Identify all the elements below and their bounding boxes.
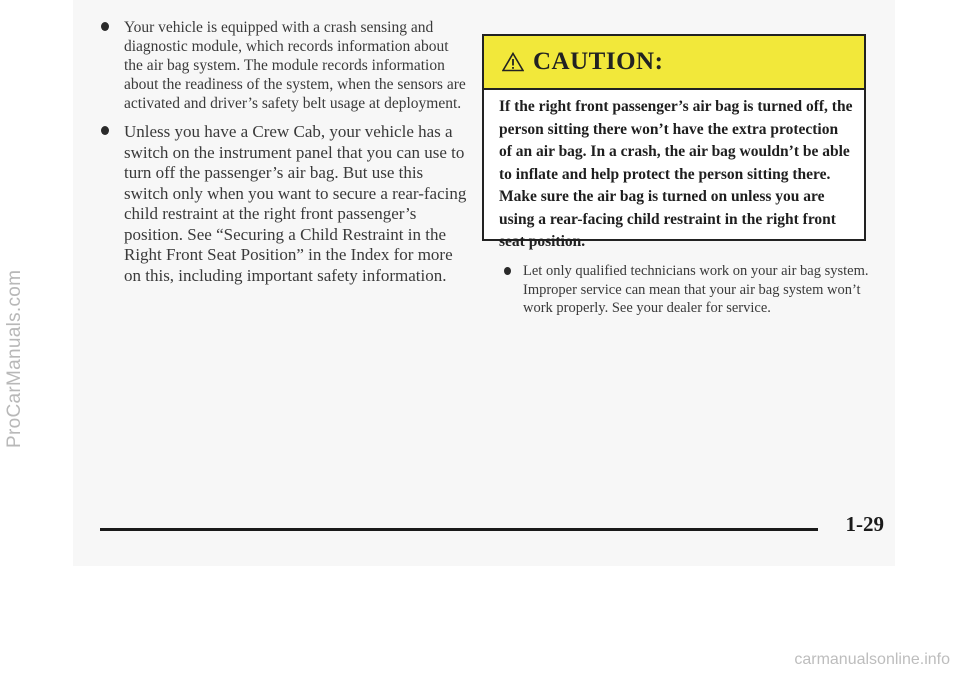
caution-title: CAUTION: [533, 48, 664, 75]
caution-box [482, 34, 866, 250]
list-item-text: Let only qualified technicians work on your air bag system. Improper service can mean that your air bag system won’t work properly. See your dealer for service. [523, 263, 869, 316]
list-item [502, 262, 882, 318]
list-item [99, 122, 471, 286]
list-item-text: Unless you have a Crew Cab, your vehicle has a switch on the instrument panel that you can use to turn off the passenger’s air bag. But use this switch only when you want to secure a rear-facing child restraint at the right front passenger’s position. See “Securing a Child Restraint in the Right Front Seat Position” in the Index for more on this, including important safety information. [124, 122, 467, 285]
bullet-icon [101, 22, 109, 31]
right-column [502, 262, 882, 327]
list-item-text: Your vehicle is equipped with a crash sensing and diagnostic module, which records information about the air bag system. The module records information about the readiness of the system, when the sensors are activated and driver’s safety belt usage at deployment. [124, 19, 466, 112]
bottom-watermark: carmanualsonline.info [794, 651, 950, 668]
footer-rule [100, 528, 866, 531]
left-column [99, 18, 471, 295]
caution-text: If the right front passenger’s air bag is turned off, the person sitting there won’t have the extra protection of an air bag. In a crash, the air bag wouldn’t be able to inflate and help protect the person sitting there. Make sure the air bag is turned on unless you are using a rear-facing child restraint in the right front seat position. [499, 98, 853, 250]
side-watermark: ProCarManuals.com [4, 269, 25, 448]
list-item [99, 18, 471, 113]
page-number: 1-29 [818, 512, 884, 537]
bullet-icon [101, 126, 109, 135]
bullet-icon [504, 267, 511, 275]
warning-triangle-icon [502, 52, 533, 72]
caution-header [484, 36, 864, 90]
